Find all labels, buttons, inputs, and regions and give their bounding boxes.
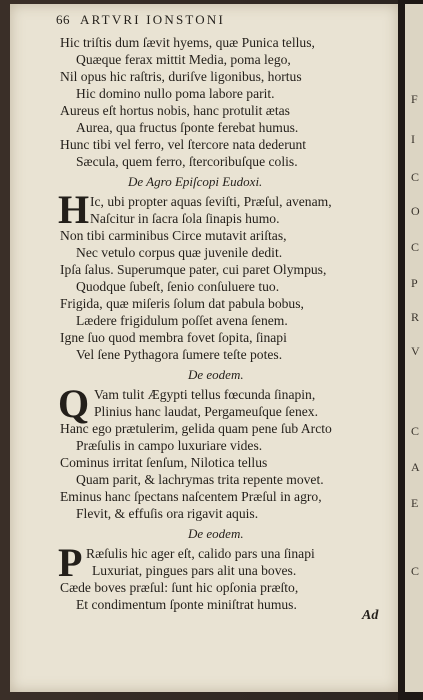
facing-page-edge bbox=[405, 4, 423, 692]
verse-line: Luxuriat, pingues pars alit una boves. bbox=[92, 563, 297, 578]
verse-line: Naſcitur in ſacra ſola ſinapis humo. bbox=[90, 211, 280, 226]
verse-line: Igne ſuo quod membra fovet ſopita, ſinapi bbox=[60, 330, 287, 345]
facing-page-letter: C bbox=[411, 240, 420, 254]
facing-page-letter: C bbox=[411, 564, 420, 578]
catchword: Ad bbox=[362, 608, 379, 623]
verse-line: Non tibi carminibus Circe mutavit ariſtas, bbox=[60, 228, 287, 243]
poem-heading: De eodem. bbox=[188, 526, 244, 541]
facing-page-letter: A bbox=[411, 460, 420, 474]
facing-page-letter: V bbox=[411, 344, 420, 358]
facing-page-letter: O bbox=[411, 204, 420, 218]
facing-page-letter: R bbox=[411, 310, 420, 324]
verse-line: Plinius hanc laudat, Pergameuſque ſenex. bbox=[94, 404, 318, 419]
verse-line: Nec vetulo corpus quæ juvenile dedit. bbox=[76, 245, 283, 260]
facing-page-letter: I bbox=[411, 132, 415, 146]
running-head bbox=[56, 12, 376, 30]
verse-line: Flevit, & effuſis ora rigavit aquis. bbox=[76, 506, 259, 521]
verse-line: Hic domino nullo poma labore parit. bbox=[76, 86, 275, 101]
verse-line: Hic triſtis dum ſævit hyems, quæ Punica tellus, bbox=[60, 35, 315, 50]
verse-line: Præſulis in campo luxuriare vides. bbox=[76, 438, 263, 453]
drop-cap: H bbox=[58, 187, 90, 232]
verse-line: Lædere frigidulum poſſet avena ſenem. bbox=[76, 313, 288, 328]
verse-line: Ræſulis hic ager eſt, calido pars una ſinapi bbox=[86, 546, 315, 561]
verse-line: Et condimentum ſponte miniſtrat humus. bbox=[76, 597, 297, 612]
verse-line: Ic, ubi propter aquas ſeviſti, Præſul, avenam, bbox=[90, 194, 332, 209]
verse-line: Sæcula, quem ferro, ſtercoribuſque colis. bbox=[76, 154, 298, 169]
running-head-title: ARTVRI IONSTONI bbox=[80, 12, 226, 27]
facing-page-letter: C bbox=[411, 170, 420, 184]
verse-line: Hanc ego prætulerim, gelida quam pene ſub Arcto bbox=[60, 421, 332, 436]
facing-page-letter: P bbox=[411, 276, 418, 290]
verse-line: Nil opus hic raſtris, duriſve ligonibus, hortus bbox=[60, 69, 302, 84]
verse-line: Aurea, qua fructus ſponte ferebat humus. bbox=[76, 120, 299, 135]
facing-page-letter: C bbox=[411, 424, 420, 438]
verse-line: Ipſa ſalus. Superumque pater, cui paret Olympus, bbox=[60, 262, 327, 277]
verse-line: Vam tulit Ægypti tellus fœcunda ſinapin, bbox=[94, 387, 316, 402]
verse-line: Quam parit, & lachrymas trita repente movet. bbox=[76, 472, 324, 487]
poem-heading: De Agro Epiſcopi Eudoxi. bbox=[128, 174, 263, 189]
facing-page-letter: F bbox=[411, 92, 418, 106]
verse-line: Cominus irritat ſenſum, Nilotica tellus bbox=[60, 455, 268, 470]
verse-line: Vel ſene Pythagora ſumere teſte potes. bbox=[76, 347, 283, 362]
verse-line: Aureus eſt hortus nobis, hanc protulit ætas bbox=[60, 103, 290, 118]
verse-line: Cæde boves præſul: ſunt hic opſonia præſto, bbox=[60, 580, 299, 595]
drop-cap: P bbox=[58, 540, 83, 585]
verse-line: Quæque ferax mittit Media, poma lego, bbox=[76, 52, 291, 67]
verse-line: Hunc tibi vel ferro, vel ſtercore nata dederunt bbox=[60, 137, 307, 152]
book-page bbox=[10, 4, 398, 692]
page-number: 66 bbox=[56, 12, 70, 27]
drop-cap: Q bbox=[58, 381, 90, 426]
verse-line: Frigida, quæ miſeris ſolum dat pabula bobus, bbox=[60, 296, 304, 311]
facing-page-letter: E bbox=[411, 496, 419, 510]
verse-line: Eminus hanc ſpectans naſcentem Præſul in agro, bbox=[60, 489, 322, 504]
poem-heading: De eodem. bbox=[188, 367, 244, 382]
verse-line: Quodque ſubeſt, ſenio conſuluere tuo. bbox=[76, 279, 280, 294]
